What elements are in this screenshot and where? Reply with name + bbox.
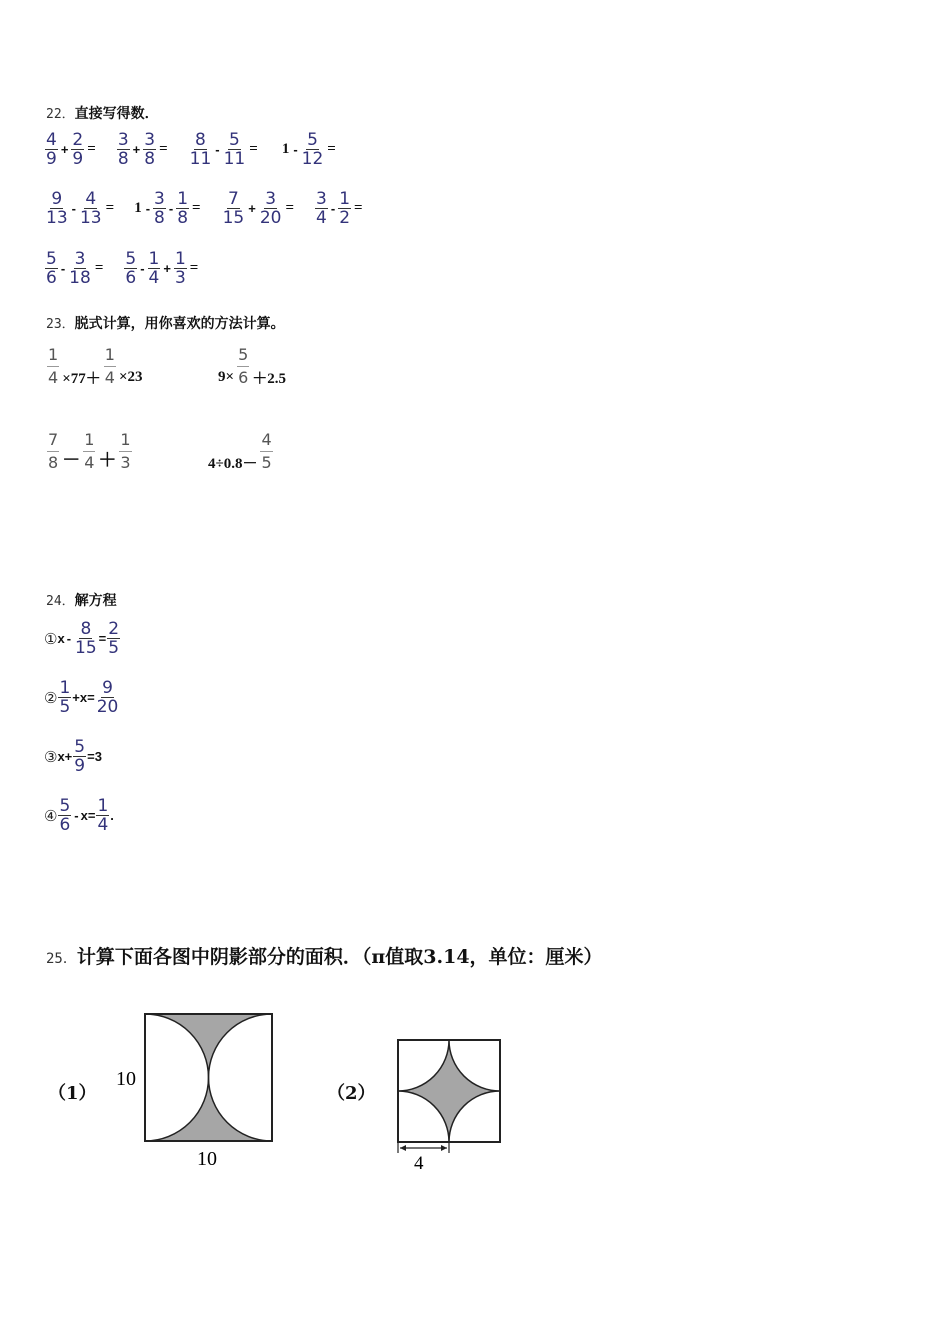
fraction: $\frac{1}{4}$ xyxy=(97,796,109,835)
figure-1-side-label: 10 xyxy=(116,1068,136,1090)
figure-1-label: （1） xyxy=(48,1083,97,1104)
figure-2 xyxy=(392,1035,507,1175)
fraction: $\frac{4}{13}$ xyxy=(79,189,102,228)
fraction: $\frac{5}{12}$ xyxy=(301,130,324,169)
q25-title: 计算下面各图中阴影部分的面积．（π值取3.14，单位：厘米） xyxy=(76,946,603,968)
fraction: $\frac{3}{18}$ xyxy=(69,249,91,288)
fraction: $\frac{1}{8}$ xyxy=(177,189,189,228)
fraction: $\frac{5}{11}$ xyxy=(223,130,246,169)
figure-1 xyxy=(110,1008,280,1173)
fraction: $\frac{5}{6}$ xyxy=(46,249,57,288)
fraction: $\frac{5}{9}$ xyxy=(74,737,86,776)
figure-2-bottom-label: 4 xyxy=(414,1153,424,1174)
fraction: $\frac{5}{6}$ xyxy=(59,796,71,835)
fraction: $\frac{4}{5}$ xyxy=(261,430,272,472)
fraction: $\frac{5}{6}$ xyxy=(238,345,249,387)
fraction: $\frac{1}{3}$ xyxy=(120,430,131,472)
q23-title: 脱式计算，用你喜欢的方法计算。 xyxy=(74,316,285,332)
q23-expression-1: $\frac{1}{4}$ ×77＋ $\frac{1}{4}$ ×23 xyxy=(48,345,143,387)
fraction: $\frac{9}{20}$ xyxy=(96,678,119,717)
q24-title: 解方程 xyxy=(74,593,117,609)
q24-equation-3: ③ x+ $\frac{5}{9}$ =3 xyxy=(44,737,102,776)
q22-title: 直接写得数． xyxy=(74,106,159,122)
q24-equation-2: ② $\frac{1}{5}$ +x= $\frac{9}{20}$ xyxy=(44,678,119,717)
fraction: $\frac{1}{4}$ xyxy=(104,345,115,387)
q23-heading xyxy=(46,313,285,333)
q23-expression-4: 4÷0.8－ $\frac{4}{5}$ xyxy=(208,430,272,472)
fraction: $\frac{5}{6}$ xyxy=(125,249,137,288)
figure-2-label: （2） xyxy=(327,1083,376,1104)
q22-heading xyxy=(46,103,159,123)
fraction: $\frac{4}{9}$ xyxy=(46,130,57,169)
q25-number: 25． xyxy=(46,951,77,967)
fraction: $\frac{3}{20}$ xyxy=(259,189,282,228)
fraction: $\frac{1}{4}$ xyxy=(84,430,95,472)
q22-row-2: $\frac{9}{13}$ - $\frac{4}{13}$ = 1 - $\frac{3}{8}$ - $\frac{1}{8}$ = $\frac{7}{15}$ + $\frac{3}{20}$ = $\frac{3}{4}$ - $\frac{1}{2}$ = xyxy=(46,189,363,228)
fraction: $\frac{3}{8}$ xyxy=(144,130,156,169)
q22-row-3: $\frac{5}{6}$ - $\frac{3}{18}$ = $\frac{5}{6}$ - $\frac{1}{4}$ + $\frac{1}{3}$ = xyxy=(46,249,199,288)
fraction: $\frac{1}{4}$ xyxy=(48,345,59,387)
fraction: $\frac{3}{8}$ xyxy=(117,130,129,169)
fraction: $\frac{9}{13}$ xyxy=(46,189,68,228)
fraction: $\frac{8}{15}$ xyxy=(75,619,97,658)
fraction: $\frac{7}{8}$ xyxy=(48,430,59,472)
fraction: $\frac{1}{3}$ xyxy=(174,249,186,288)
q24-equation-1: ① x - $\frac{8}{15}$ = $\frac{2}{5}$ xyxy=(44,619,120,658)
fraction: $\frac{8}{11}$ xyxy=(189,130,212,169)
q22-row-1: $\frac{4}{9}$ + $\frac{2}{9}$ = $\frac{3}{8}$ + $\frac{3}{8}$ = $\frac{8}{11}$ - $\frac{5}{11}$ = 1 - $\frac{5}{12}$ = xyxy=(46,130,336,169)
fraction: $\frac{2}{9}$ xyxy=(72,130,84,169)
q24-equation-4: ④ $\frac{5}{6}$ - x= $\frac{1}{4}$ . xyxy=(44,796,114,835)
fraction: $\frac{3}{8}$ xyxy=(154,189,165,228)
fraction: $\frac{3}{4}$ xyxy=(316,189,327,228)
fraction: $\frac{7}{15}$ xyxy=(222,189,245,228)
q25-heading xyxy=(46,942,603,969)
fraction: $\frac{1}{2}$ xyxy=(339,189,351,228)
fraction: $\frac{2}{5}$ xyxy=(108,619,120,658)
q24-number: 24． xyxy=(46,594,75,609)
fraction: $\frac{1}{5}$ xyxy=(59,678,71,717)
figure-1-bottom-label: 10 xyxy=(197,1148,217,1170)
q23-expression-3: $\frac{7}{8}$ － $\frac{1}{4}$ ＋ $\frac{1}{3}$ xyxy=(48,430,131,472)
fraction: $\frac{1}{4}$ xyxy=(148,249,160,288)
q22-number: 22． xyxy=(46,107,75,122)
q23-expression-2: 9× $\frac{5}{6}$ ＋2.5 xyxy=(218,345,287,387)
q23-number: 23． xyxy=(46,317,75,332)
q24-heading xyxy=(46,590,117,610)
